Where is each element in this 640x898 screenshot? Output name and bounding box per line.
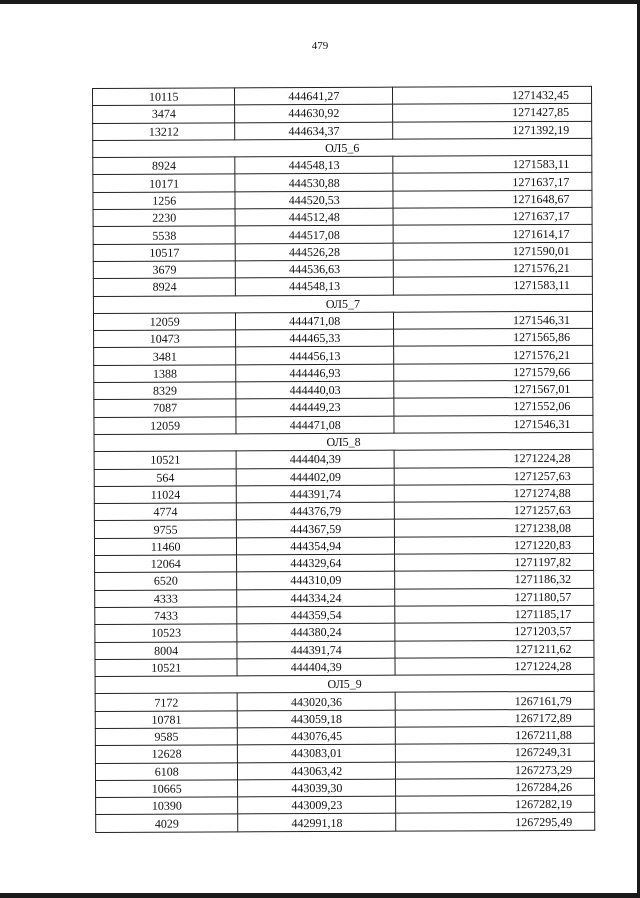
table-row [96,795,595,814]
table-row [95,744,594,763]
x-coordinate-cell: 444329,64 [237,554,395,572]
y-coordinate-cell: 1267284,26 [396,778,595,796]
table-row [93,311,592,330]
x-coordinate-cell: 443063,42 [238,762,396,780]
table-row [94,501,593,520]
section-title: ОЛ5_9 [95,674,594,693]
section-title: ОЛ5_8 [94,432,593,451]
point-number-cell: 11460 [94,538,236,556]
point-number-cell: 10115 [93,88,235,106]
table-row [93,121,592,140]
y-coordinate-cell: 1271614,17 [393,225,592,243]
y-coordinate-cell: 1271648,67 [393,190,592,208]
y-coordinate-cell: 1271224,28 [394,450,593,468]
y-coordinate-cell: 1271590,01 [393,242,592,260]
point-number-cell: 3474 [93,105,235,123]
x-coordinate-cell: 444641,27 [235,87,393,105]
point-number-cell: 3481 [94,347,236,365]
y-coordinate-cell: 1267249,31 [396,744,595,762]
table-row [95,692,594,711]
table-row [93,156,592,175]
x-coordinate-cell: 444471,08 [236,312,394,330]
point-number-cell: 10390 [96,797,238,815]
section-header-row [94,432,593,451]
y-coordinate-cell: 1271203,57 [395,623,594,641]
x-coordinate-cell: 444404,39 [237,658,395,676]
x-coordinate-cell: 442991,18 [238,814,396,832]
point-number-cell: 10665 [96,780,238,798]
y-coordinate-cell: 1271432,45 [393,86,592,104]
table-row [95,726,594,745]
x-coordinate-cell: 443009,23 [238,796,396,814]
y-coordinate-cell: 1271552,06 [394,398,593,416]
scan-edge-bottom [0,893,640,898]
table-row [95,709,594,728]
x-coordinate-cell: 444391,74 [237,485,395,503]
table-row [93,259,592,278]
x-coordinate-cell: 444456,13 [236,347,394,365]
y-coordinate-cell: 1271274,88 [394,484,593,502]
table-row [95,623,594,642]
x-coordinate-cell: 443020,36 [238,693,396,711]
point-number-cell: 12064 [95,555,237,573]
point-number-cell: 11024 [94,486,236,504]
table-row [94,484,593,503]
y-coordinate-cell: 1271186,32 [395,571,594,589]
y-coordinate-cell: 1271197,82 [395,553,594,571]
point-number-cell: 4774 [94,503,236,521]
x-coordinate-cell: 444380,24 [237,623,395,641]
y-coordinate-cell: 1271565,86 [394,328,593,346]
x-coordinate-cell: 444334,24 [237,589,395,607]
y-coordinate-cell: 1271576,21 [393,259,592,277]
point-number-cell: 2230 [93,209,235,227]
table-row [96,813,595,832]
point-number-cell: 7172 [95,693,237,711]
y-coordinate-cell: 1271583,11 [394,277,593,295]
point-number-cell: 6108 [95,762,237,780]
table-row [94,467,593,486]
y-coordinate-cell: 1271211,62 [395,640,594,658]
x-coordinate-cell: 444440,03 [236,381,394,399]
table-row [93,190,592,209]
x-coordinate-cell: 444376,79 [237,502,395,520]
table-row [93,207,592,226]
y-coordinate-cell: 1271180,57 [395,588,594,606]
point-number-cell: 10521 [95,659,237,677]
x-coordinate-cell: 444391,74 [237,641,395,659]
y-coordinate-cell: 1271427,85 [393,104,592,122]
table-row [93,86,592,105]
table-row [95,588,594,607]
x-coordinate-cell: 444512,48 [235,208,393,226]
x-coordinate-cell: 444449,23 [236,399,394,417]
x-coordinate-cell: 444354,94 [237,537,395,555]
x-coordinate-cell: 444548,13 [236,277,394,295]
table-row [95,657,594,676]
x-coordinate-cell: 443076,45 [238,727,396,745]
y-coordinate-cell: 1271224,28 [395,657,594,675]
point-number-cell: 1256 [93,192,235,210]
point-number-cell: 12059 [93,313,235,331]
coordinates-table [92,86,595,833]
y-coordinate-cell: 1271576,21 [394,346,593,364]
table-row [94,363,593,382]
y-coordinate-cell: 1271546,31 [394,415,593,433]
table-row [93,277,592,296]
section-title: ОЛ5_7 [93,294,592,313]
point-number-cell: 8924 [93,278,235,296]
y-coordinate-cell: 1271637,17 [393,207,592,225]
x-coordinate-cell: 444471,08 [236,416,394,434]
table-row [95,553,594,572]
point-number-cell: 564 [94,468,236,486]
x-coordinate-cell: 444517,08 [235,226,393,244]
table-row [94,415,593,434]
y-coordinate-cell: 1267273,29 [396,761,595,779]
y-coordinate-cell: 1267295,49 [396,813,595,831]
table-row [95,640,594,659]
table-row [94,328,593,347]
y-coordinate-cell: 1267172,89 [395,709,594,727]
y-coordinate-cell: 1271637,17 [393,173,592,191]
x-coordinate-cell: 444465,33 [236,329,394,347]
point-number-cell: 9585 [95,728,237,746]
table-row [96,778,595,797]
point-number-cell: 10523 [95,624,237,642]
point-number-cell: 9755 [94,520,236,538]
point-number-cell: 8924 [93,157,235,175]
table-row [95,571,594,590]
y-coordinate-cell: 1271546,31 [394,311,593,329]
x-coordinate-cell: 444367,59 [237,520,395,538]
y-coordinate-cell: 1271579,66 [394,363,593,381]
point-number-cell: 7433 [95,607,237,625]
x-coordinate-cell: 444548,13 [235,156,393,174]
table-row [94,519,593,538]
point-number-cell: 10781 [95,711,237,729]
y-coordinate-cell: 1267161,79 [395,692,594,710]
x-coordinate-cell: 444520,53 [235,191,393,209]
table-row [93,104,592,123]
point-number-cell: 10521 [94,451,236,469]
y-coordinate-cell: 1267211,88 [395,726,594,744]
x-coordinate-cell: 443039,30 [238,779,396,797]
point-number-cell: 12059 [94,417,236,435]
table-row [94,450,593,469]
point-number-cell: 8004 [95,641,237,659]
point-number-cell: 3679 [93,261,235,279]
table-row [95,605,594,624]
y-coordinate-cell: 1271392,19 [393,121,592,139]
x-coordinate-cell: 444310,09 [237,571,395,589]
x-coordinate-cell: 444526,28 [236,243,394,261]
point-number-cell: 13212 [93,122,235,140]
table-row [93,173,592,192]
x-coordinate-cell: 444634,37 [235,122,393,140]
scan-edge-top [0,0,640,4]
point-number-cell: 6520 [95,572,237,590]
table-row [94,346,593,365]
table-row [94,380,593,399]
x-coordinate-cell: 443059,18 [238,710,396,728]
point-number-cell: 10171 [93,174,235,192]
x-coordinate-cell: 444536,63 [236,260,394,278]
section-header-row [93,138,592,157]
coordinates-table-body [93,86,595,832]
point-number-cell: 4029 [96,814,238,832]
table-row [95,761,594,780]
page-number: 479 [311,40,329,52]
point-number-cell: 10517 [93,244,235,262]
x-coordinate-cell: 444530,88 [235,174,393,192]
section-header-row [93,294,592,313]
point-number-cell: 4333 [95,589,237,607]
y-coordinate-cell: 1271238,08 [395,519,594,537]
point-number-cell: 5538 [93,226,235,244]
table-row [94,398,593,417]
x-coordinate-cell: 444402,09 [237,468,395,486]
y-coordinate-cell: 1271567,01 [394,380,593,398]
point-number-cell: 1388 [94,365,236,383]
table-row [93,225,592,244]
x-coordinate-cell: 443083,01 [238,744,396,762]
y-coordinate-cell: 1271185,17 [395,605,594,623]
table-row [93,242,592,261]
point-number-cell: 10473 [94,330,236,348]
point-number-cell: 12628 [95,745,237,763]
y-coordinate-cell: 1271220,83 [395,536,594,554]
table-row [94,536,593,555]
x-coordinate-cell: 444404,39 [236,450,394,468]
section-title: ОЛ5_6 [93,138,592,157]
point-number-cell: 8329 [94,382,236,400]
y-coordinate-cell: 1271257,63 [394,467,593,485]
point-number-cell: 7087 [94,399,236,417]
section-header-row [95,674,594,693]
x-coordinate-cell: 444630,92 [235,104,393,122]
y-coordinate-cell: 1271583,11 [393,156,592,174]
y-coordinate-cell: 1267282,19 [396,795,595,813]
x-coordinate-cell: 444446,93 [236,364,394,382]
x-coordinate-cell: 444359,54 [237,606,395,624]
y-coordinate-cell: 1271257,63 [394,501,593,519]
